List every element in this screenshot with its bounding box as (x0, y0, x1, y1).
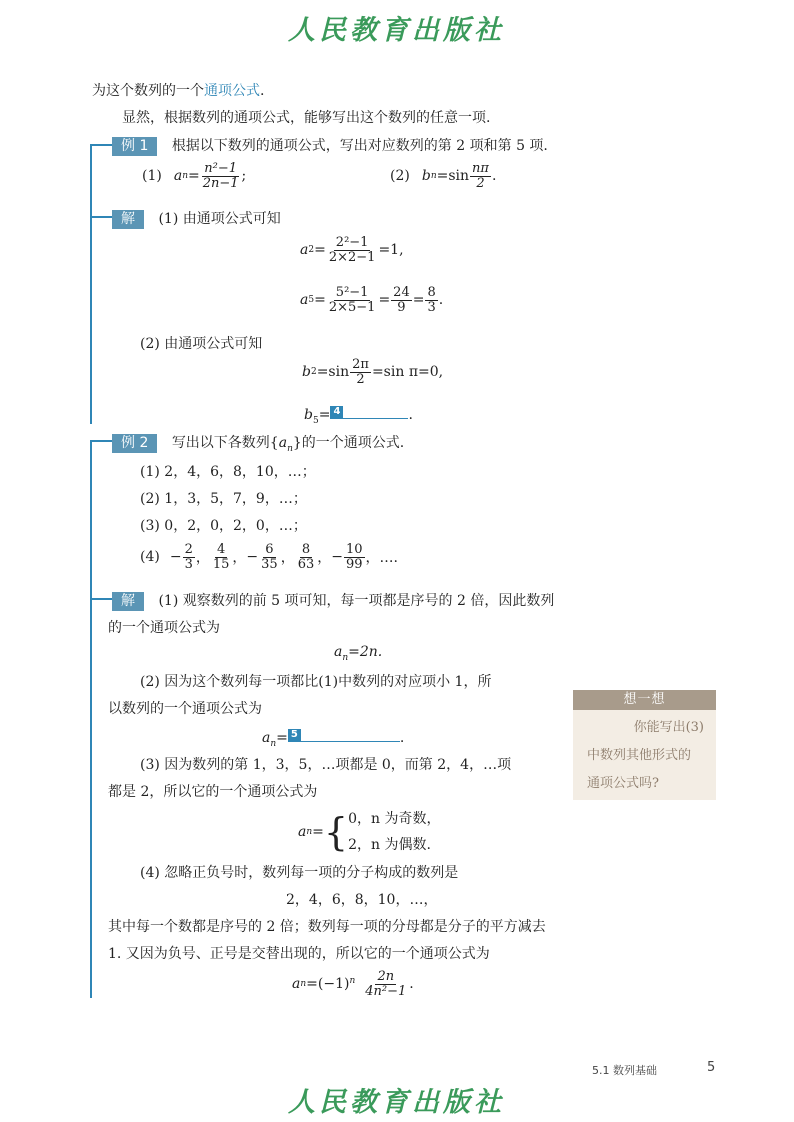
intro-line-1 (92, 80, 264, 100)
sidebar-body (573, 710, 716, 802)
denominator: 2n−1 (202, 175, 239, 191)
prompt-text: }的一个通项公式. (292, 435, 405, 451)
fraction (327, 236, 378, 264)
subscript: n (306, 827, 313, 837)
denominator: 35 (261, 556, 278, 572)
equals: =(−1) (306, 976, 350, 993)
fraction (425, 286, 437, 314)
solution1-connector (90, 216, 112, 218)
publisher-logo-bottom: 人民教育出版社 (288, 1087, 505, 1118)
denominator: 2 (476, 175, 485, 191)
fraction (344, 543, 365, 571)
item-label: (4) (140, 549, 160, 566)
formula-b5 (304, 404, 413, 426)
case-line: 2，n 为偶数. (348, 837, 431, 853)
solution2-connector (90, 598, 112, 600)
solution1-part2-intro: (2) 由通项公式可知 (140, 336, 263, 352)
numerator: 24 (393, 285, 410, 300)
solution2-line: (1) 观察数列的前 5 项可知，每一项都是序号的 2 倍，因此数列 (158, 593, 555, 609)
example2-tag: 例 2 (112, 434, 157, 453)
solution2-tag: 解 (112, 592, 144, 611)
blank-number: 4 (330, 406, 343, 418)
fraction (296, 543, 317, 571)
var: b (302, 364, 311, 381)
punct: . (438, 292, 444, 309)
solution2-line: 2，4，6，8，10，…， (286, 892, 438, 908)
superscript: n (349, 976, 356, 986)
numerator: 8 (301, 542, 311, 557)
separator: ， (195, 550, 210, 567)
fraction (391, 286, 412, 314)
var: a (173, 168, 183, 185)
equals: = (314, 242, 326, 259)
var: b (421, 168, 431, 185)
var: b (304, 407, 313, 423)
example2-bracket-line (90, 440, 92, 998)
denominator: 4n²−1 (365, 983, 407, 999)
denominator: 63 (297, 556, 315, 572)
numerator: n²−1 (204, 161, 238, 176)
denominator: 3 (427, 299, 436, 315)
solution2-line: (4) 忽略正负号时，数列每一项的分子构成的数列是 (140, 865, 459, 881)
example2-item-4 (140, 543, 398, 571)
numerator: 2n (377, 969, 395, 984)
subscript: 5 (308, 295, 315, 306)
equals: = (188, 168, 200, 185)
numerator: 2 (184, 542, 193, 557)
result: =1, (378, 242, 404, 259)
numerator: 4 (216, 542, 226, 557)
formula-b2 (302, 358, 443, 386)
prompt-text: 写出以下各数列{ (171, 435, 279, 451)
separator: ， (317, 550, 332, 567)
page-number: 5 (707, 1060, 716, 1075)
formula-s1 (334, 644, 382, 663)
example1-item1 (142, 162, 246, 190)
numerator: 10 (345, 542, 363, 557)
sign: − (331, 549, 343, 566)
var: a (300, 242, 309, 259)
cases (348, 806, 440, 858)
subscript: n (342, 652, 349, 663)
formula-s2 (262, 727, 404, 749)
example1-tag: 例 1 (112, 137, 157, 156)
solution2-line: (2) 因为这个数列每一项都比(1)中数列的对应项小 1，所 (140, 674, 492, 690)
example2-heading (112, 432, 404, 454)
intro-line-2: 显然，根据数列的通项公式，能够写出这个数列的任意一项. (122, 110, 491, 126)
var: a (278, 435, 288, 451)
sign: − (246, 549, 259, 566)
think-about-sidebar (573, 690, 716, 800)
example2-item-2: (2) 1，3，5，7，9，…； (140, 491, 307, 507)
item-label: (1) (142, 168, 162, 185)
formula-a5 (300, 286, 443, 314)
formula-s3 (298, 806, 440, 858)
solution2-line: 的一个通项公式为 (108, 620, 220, 636)
numerator: 2π (352, 357, 369, 372)
equals: = (412, 292, 425, 309)
var: a (292, 976, 301, 993)
case-line: 0，n 为奇数， (348, 811, 441, 827)
numerator: 5²−1 (335, 285, 369, 300)
sidebar-line: 中数列其他形式的 (587, 748, 692, 763)
subscript: n (430, 171, 437, 182)
numerator: 8 (427, 285, 436, 300)
fraction (327, 286, 378, 314)
example1-heading (112, 135, 548, 156)
separator: ，…. (365, 550, 398, 567)
subscript: n (270, 738, 277, 749)
sidebar-title: 想一想 (573, 690, 716, 710)
example2-bracket-top (90, 440, 112, 442)
example1-bracket-top (90, 144, 112, 146)
denominator: 2×2−1 (328, 249, 376, 265)
example1-bracket-line (90, 144, 92, 424)
example2-item-3: (3) 0，2，0，2，0，…； (140, 518, 307, 534)
formula-s4 (292, 970, 414, 998)
solution2-line: 以数列的一个通项公式为 (108, 701, 262, 717)
solution2-line: 1. 又因为负号、正号是交替出现的，所以它的一个通项公式为 (108, 946, 490, 962)
result: =2n. (348, 644, 383, 660)
solution2-line: 都是 2，所以它的一个通项公式为 (108, 784, 318, 800)
fraction (259, 543, 280, 571)
subscript: 2 (310, 367, 317, 378)
denominator: 9 (397, 299, 406, 315)
var: a (300, 292, 309, 309)
numerator: 6 (265, 542, 274, 557)
denominator: 3 (184, 556, 193, 572)
fraction (211, 543, 232, 571)
subscript: 5 (312, 415, 319, 426)
punct: ; (241, 168, 247, 185)
denominator: 15 (212, 556, 230, 572)
example2-item-1: (1) 2，4，6，8，10，…； (140, 464, 316, 480)
term-highlight: 通项公式 (204, 83, 260, 99)
item-label: (2) (390, 168, 410, 185)
denominator: 2 (356, 371, 365, 387)
fraction (183, 543, 195, 571)
denominator: 99 (345, 556, 363, 572)
var: a (262, 730, 271, 746)
var: a (334, 644, 343, 660)
denominator: 2×5−1 (328, 299, 376, 315)
equals-sin: =sin (436, 168, 470, 185)
numerator: nπ (472, 161, 489, 176)
var: a (298, 824, 307, 840)
solution2-line: 其中每一个数都是序号的 2 倍；数列每一项的分母都是分子的平方减去 (108, 919, 546, 935)
solution1-intro: (1) 由通项公式可知 (158, 211, 281, 227)
blank-number: 5 (288, 729, 301, 741)
subscript: n (287, 443, 293, 454)
sidebar-line: 通项公式吗? (587, 776, 659, 791)
solution2-line: (3) 因为数列的第 1，3，5，…项都是 0，而第 2，4，…项 (140, 757, 512, 773)
punct: . (409, 976, 414, 993)
subscript: n (300, 979, 307, 990)
equals: = (314, 292, 326, 309)
equals: = (276, 730, 288, 746)
answer-blank-5[interactable] (288, 727, 400, 742)
fraction (201, 162, 241, 190)
example1-prompt: 根据以下数列的通项公式，写出对应数列的第 2 项和第 5 项. (171, 138, 548, 154)
fraction (363, 970, 408, 998)
solution1-heading (112, 208, 281, 229)
brace-icon: { (323, 810, 349, 854)
equals: = (378, 292, 391, 309)
solution2-heading (112, 590, 554, 611)
fraction (350, 358, 371, 386)
formula-a2 (300, 236, 404, 264)
sign: − (169, 549, 182, 566)
punct: . (408, 407, 413, 423)
answer-blank-4[interactable] (330, 404, 408, 419)
publisher-logo: 人民教育出版社 (288, 15, 505, 46)
numerator: 2²−1 (335, 235, 369, 250)
punct: . (399, 730, 405, 746)
separator: ， (280, 550, 295, 567)
subscript: 2 (308, 245, 315, 256)
intro-period: . (260, 83, 265, 99)
fraction (470, 162, 491, 190)
equals-sin: =sin (316, 364, 350, 381)
result: =sin π=0, (371, 364, 444, 381)
sidebar-line: 你能写出(3) (633, 720, 704, 735)
equals: = (318, 407, 331, 423)
equals: = (312, 824, 324, 840)
example1-item2 (390, 162, 496, 190)
solution1-tag: 解 (112, 210, 144, 229)
footer-section: 5.1 数列基础 (592, 1064, 657, 1077)
punct: . (491, 168, 497, 185)
intro-text: 为这个数列的一个 (92, 83, 204, 99)
separator: ， (232, 550, 247, 567)
subscript: n (182, 171, 188, 182)
